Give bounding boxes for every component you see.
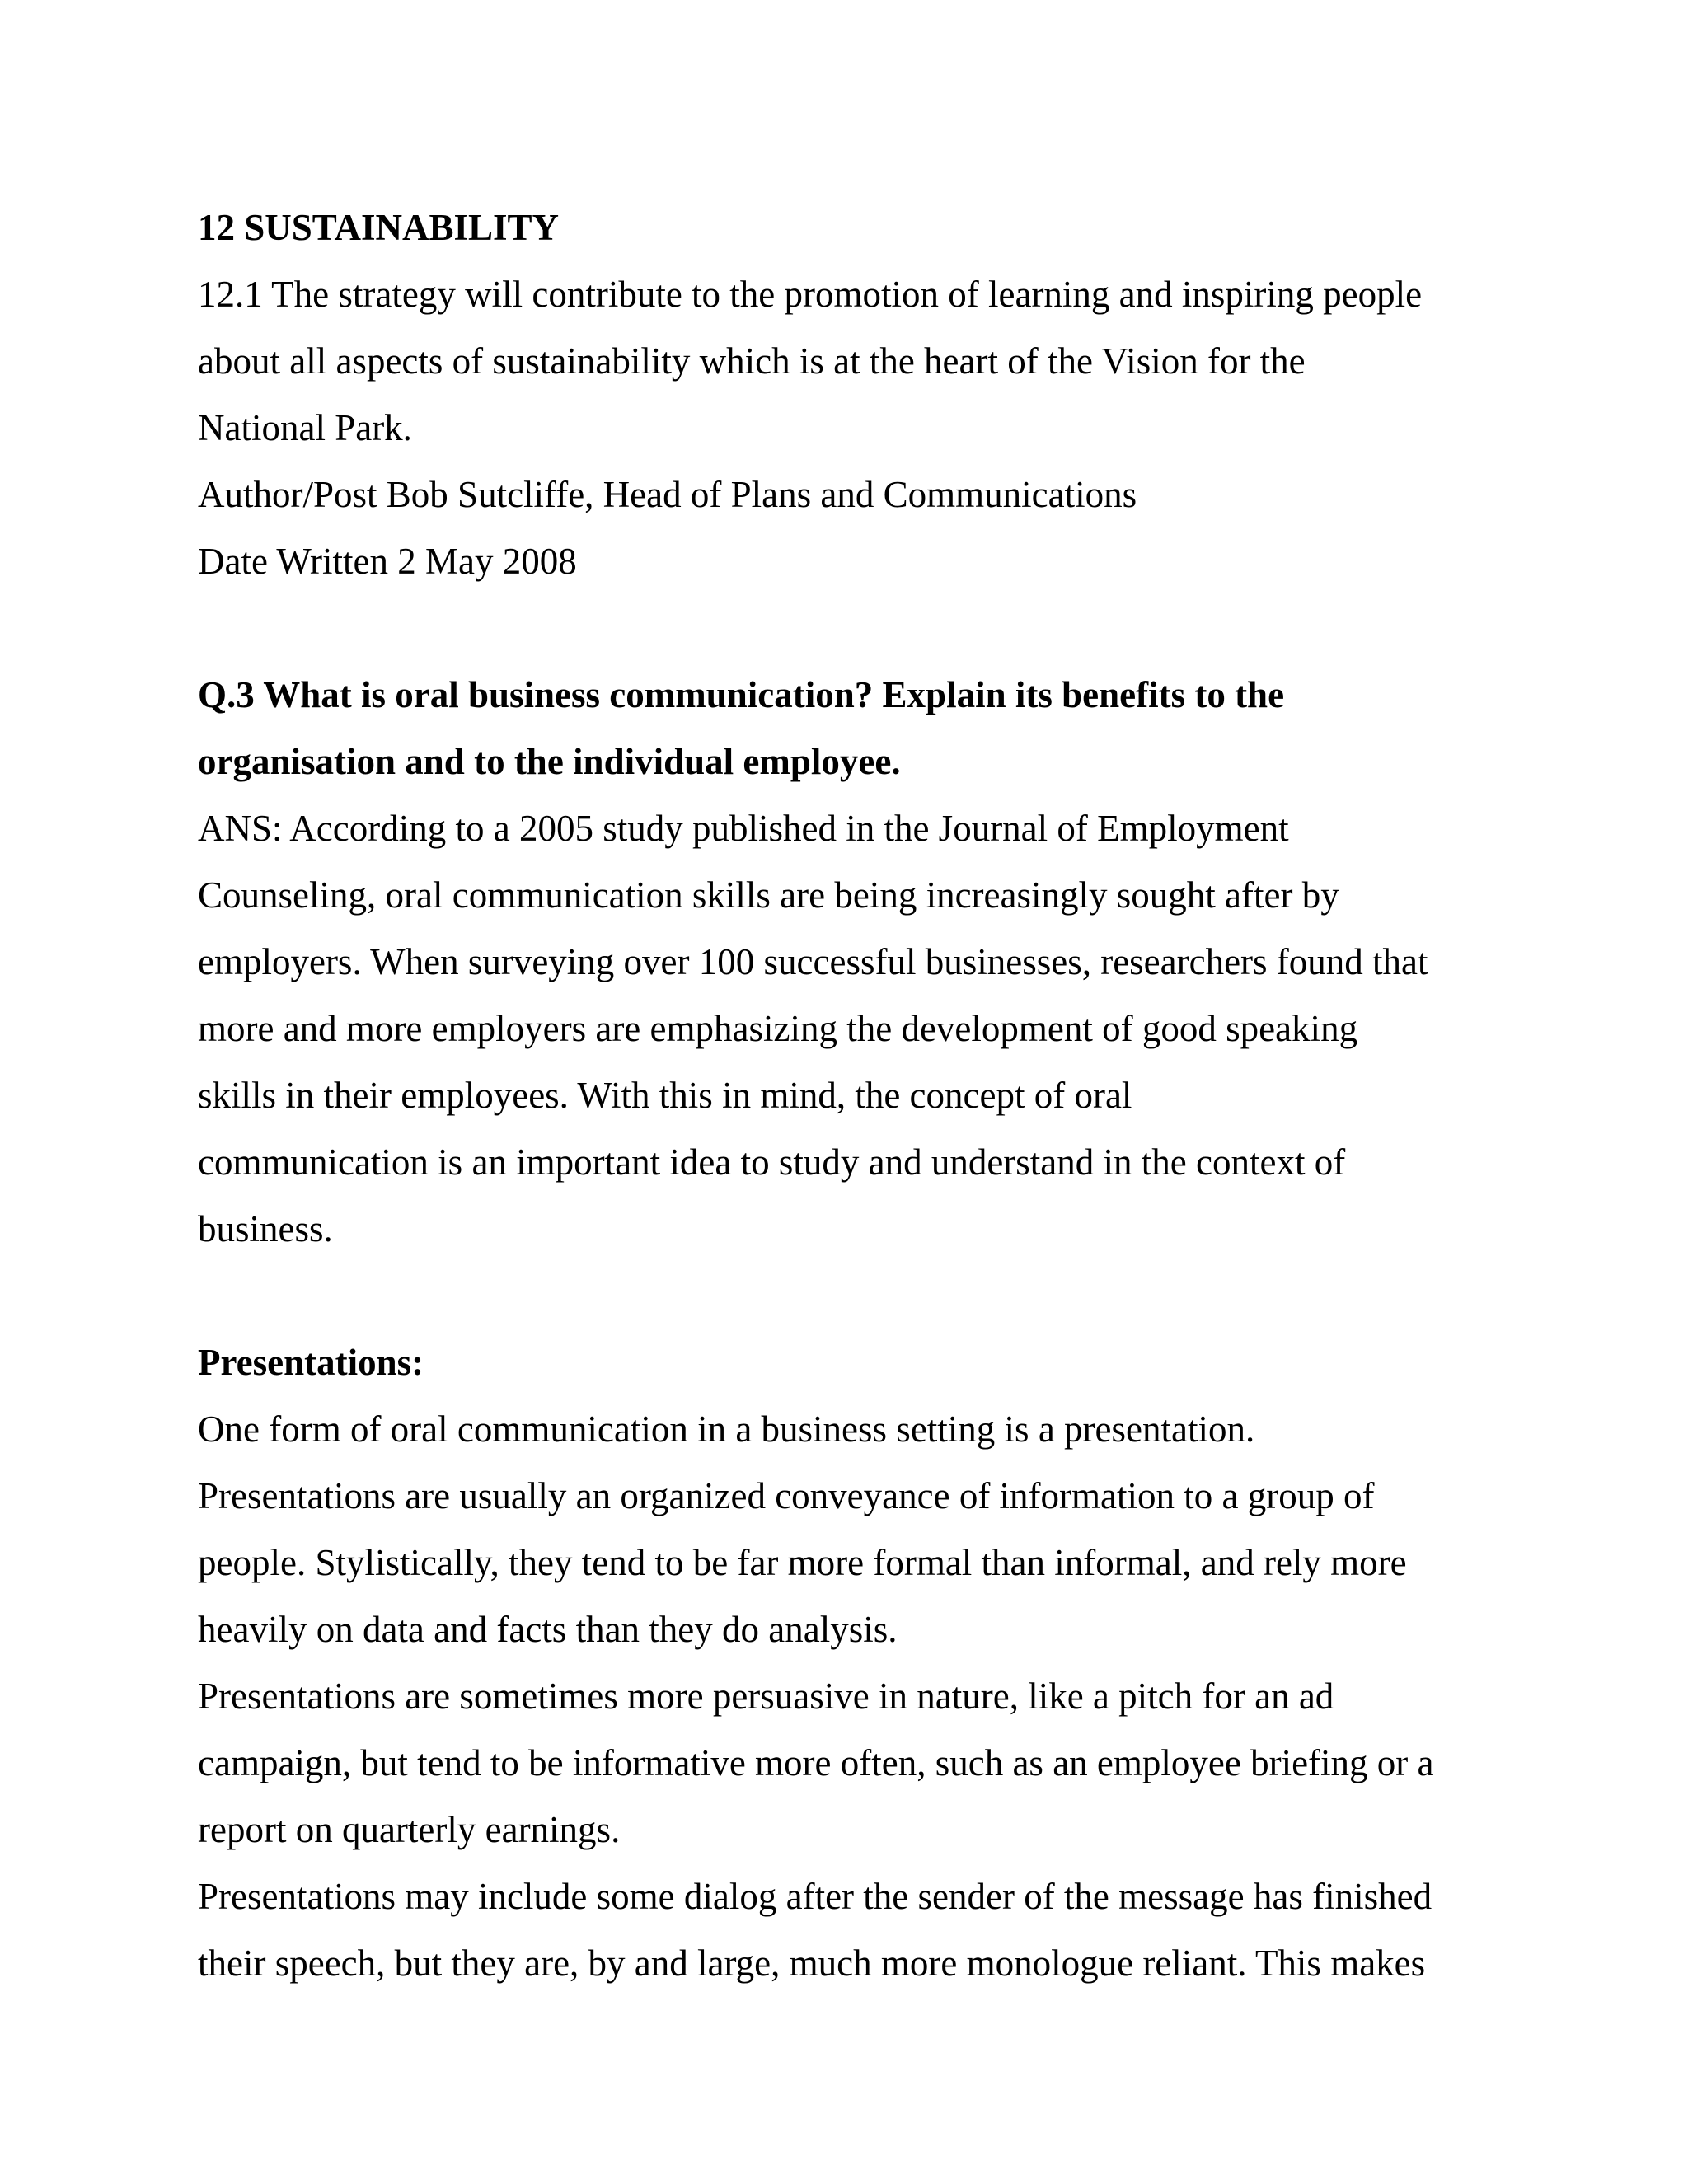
- presentations-paragraph-line: Presentations are sometimes more persuasive in nature, like a pitch for an ad: [198, 1675, 1334, 1717]
- answer-line: Counseling, oral communication skills are being increasingly sought after by: [198, 874, 1339, 916]
- presentations-paragraph-line: heavily on data and facts than they do analysis.: [198, 1609, 898, 1650]
- presentations-paragraph-line: Presentations may include some dialog after the sender of the message has finished: [198, 1876, 1432, 1917]
- answer-line: business.: [198, 1208, 333, 1249]
- sustainability-paragraph-line: about all aspects of sustainability which is at the heart of the Vision for the: [198, 340, 1306, 382]
- question-heading-line: Q.3 What is oral business communication? Explain its benefits to the: [198, 674, 1285, 715]
- page-content: [198, 194, 1533, 1997]
- paragraph-spacer: [198, 1263, 1533, 1329]
- presentations-paragraph-line: their speech, but they are, by and large, much more monologue reliant. This makes: [198, 1943, 1426, 1984]
- presentations-paragraph-line: people. Stylistically, they tend to be far more formal than informal, and rely more: [198, 1542, 1407, 1583]
- paragraph-spacer: [198, 595, 1533, 662]
- presentations-paragraph-line: campaign, but tend to be informative more often, such as an employee briefing or a: [198, 1742, 1434, 1783]
- question-heading-line: organisation and to the individual employee.: [198, 741, 901, 782]
- answer-line: skills in their employees. With this in mind, the concept of oral: [198, 1075, 1132, 1116]
- presentations-paragraph-line: One form of oral communication in a business setting is a presentation.: [198, 1408, 1255, 1450]
- date-written-line: Date Written 2 May 2008: [198, 541, 577, 582]
- sustainability-paragraph-line: National Park.: [198, 407, 412, 448]
- answer-line: employers. When surveying over 100 successful businesses, researchers found that: [198, 941, 1428, 982]
- answer-line: more and more employers are emphasizing the development of good speaking: [198, 1008, 1358, 1049]
- section-heading-sustainability: 12 SUSTAINABILITY: [198, 207, 560, 248]
- presentations-paragraph-line: Presentations are usually an organized conveyance of information to a group of: [198, 1475, 1375, 1516]
- answer-line: ANS: According to a 2005 study published in the Journal of Employment: [198, 808, 1289, 849]
- answer-line: communication is an important idea to study and understand in the context of: [198, 1141, 1346, 1183]
- section-heading-presentations: Presentations:: [198, 1342, 424, 1383]
- sustainability-paragraph-line: 12.1 The strategy will contribute to the promotion of learning and inspiring people: [198, 274, 1423, 315]
- presentations-paragraph-line: report on quarterly earnings.: [198, 1809, 621, 1850]
- author-line: Author/Post Bob Sutcliffe, Head of Plans and Communications: [198, 474, 1137, 515]
